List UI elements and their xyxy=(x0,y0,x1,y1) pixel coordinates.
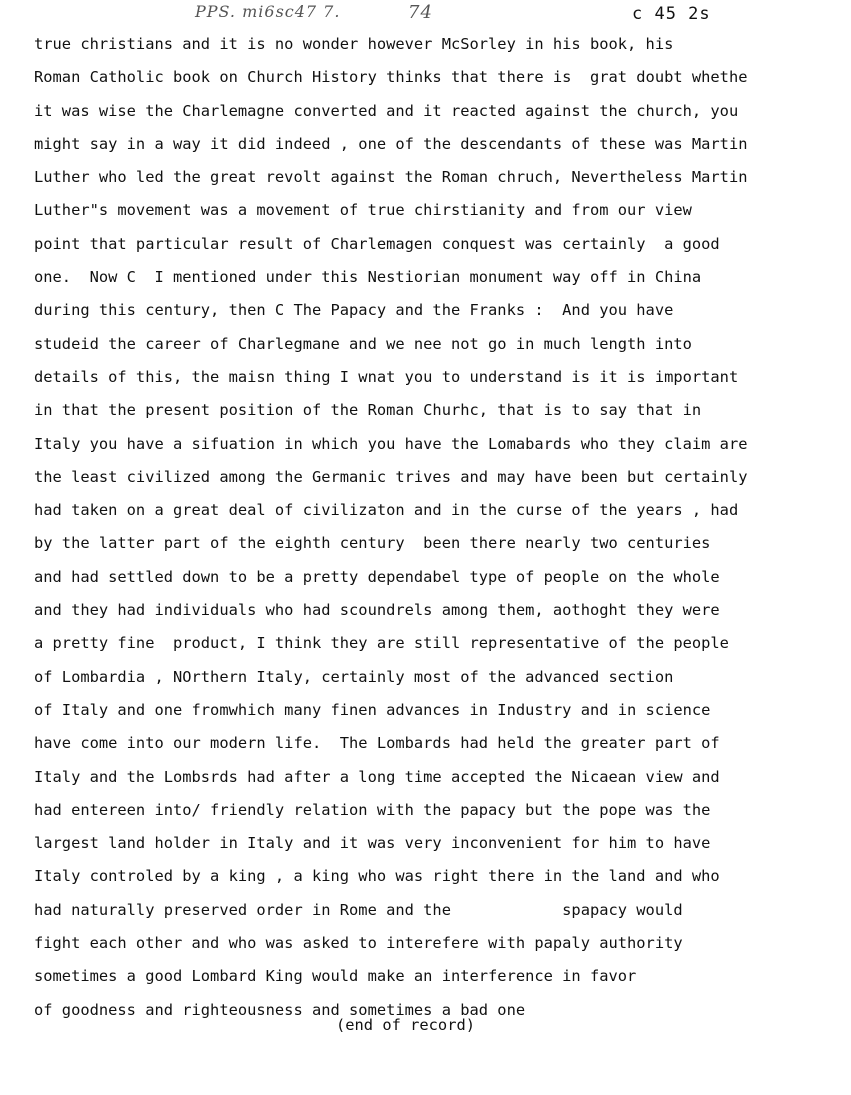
text-line: point that particular result of Charlemagen conquest was certainly a good xyxy=(34,234,720,253)
text-line: and had settled down to be a pretty dependabel type of people on the whole xyxy=(34,567,720,586)
text-line: Luther who led the great revolt against the Roman chruch, Nevertheless Martin xyxy=(34,168,748,187)
text-line: details of this, the maisn thing I wnat you to understand is it is important xyxy=(34,367,739,386)
text-line: it was wise the Charlemagne converted and it reacted against the church, you xyxy=(34,101,739,120)
text-line: had entereen into/ friendly relation with the papacy but the pope was the xyxy=(34,800,711,819)
handwritten-page-mark: 74 xyxy=(408,2,433,23)
text-line: studeid the career of Charlegmane and we nee not go in much length into xyxy=(34,334,692,353)
text-line: have come into our modern life. The Lombards had held the greater part of xyxy=(34,734,720,753)
text-line: had taken on a great deal of civilizaton and in the curse of the years , had xyxy=(34,501,739,520)
text-line: during this century, then C The Papacy and the Franks : And you have xyxy=(34,301,674,320)
text-line: and they had individuals who had scoundrels among them, aothoght they were xyxy=(34,601,720,620)
text-line: Italy you have a sifuation in which you have the Lomabards who they claim are xyxy=(34,434,748,453)
text-line: Italy controled by a king , a king who was right there in the land and who xyxy=(34,867,720,886)
end-of-record-note: (end of record) xyxy=(336,1016,475,1034)
text-line: a pretty fine product, I think they are still representative of the people xyxy=(34,634,729,653)
text-line: of Italy and one fromwhich many finen advances in Industry and in science xyxy=(34,700,711,719)
text-line: true christians and it is no wonder however McSorley in his book, his xyxy=(34,35,674,53)
text-line: by the latter part of the eighth century been there nearly two centuries xyxy=(34,534,711,553)
text-line: fight each other and who was asked to interefere with papaly authority xyxy=(34,934,683,953)
text-line: Italy and the Lombsrds had after a long time accepted the Nicaean view and xyxy=(34,767,720,786)
text-line: of Lombardia , NOrthern Italy, certainly most of the advanced section xyxy=(34,667,674,686)
text-line: largest land holder in Italy and it was very inconvenient for him to have xyxy=(34,834,711,853)
page-code: c 45 2s xyxy=(632,4,711,24)
text-line: sometimes a good Lombard King would make an interference in favor xyxy=(34,967,637,986)
text-line: might say in a way it did indeed , one of the descendants of these was Martin xyxy=(34,134,748,153)
text-line: of goodness and righteousness and sometimes a bad one xyxy=(34,1000,526,1019)
text-line: Luther"s movement was a movement of true chirstianity and from our view xyxy=(34,201,692,220)
text-line: in that the present position of the Roman Churhc, that is to say that in xyxy=(34,401,702,420)
text-line: the least civilized among the Germanic trives and may have been but certainly xyxy=(34,467,748,486)
transcript-body xyxy=(34,34,824,1033)
text-line: Roman Catholic book on Church History thinks that there is grat doubt whethe xyxy=(34,68,748,87)
handwritten-annotation: PPS. mi6sc47 7. xyxy=(195,2,341,21)
text-line: had naturally preserved order in Rome and the spapacy would xyxy=(34,900,683,919)
text-line: one. Now C I mentioned under this Nestiorian monument way off in China xyxy=(34,268,702,287)
